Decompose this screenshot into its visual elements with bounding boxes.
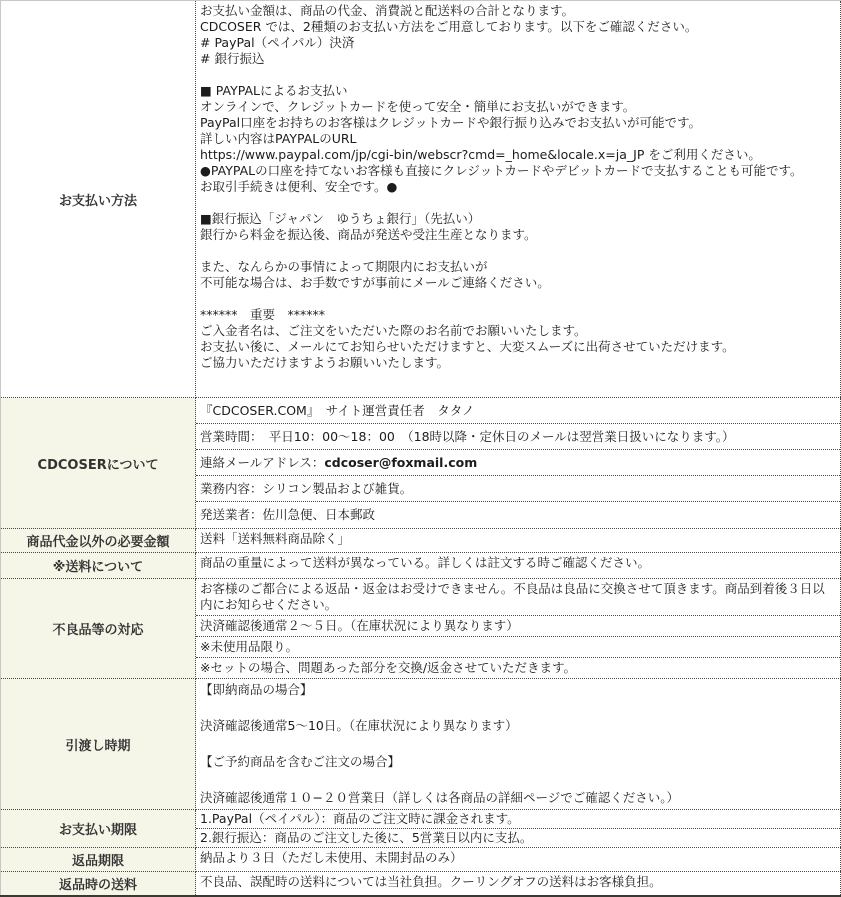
- text-line: オンラインで、クレジットカードを使って安全・簡単にお支払いができます。: [200, 99, 636, 114]
- text-line: PayPal口座をお持ちのお客様はクレジットカードや銀行振り込みでお支払いが可能です。: [200, 115, 701, 130]
- sub-row: [196, 658, 840, 678]
- row-header: CDCOSERについて: [1, 398, 196, 529]
- row-content: [196, 872, 841, 897]
- text-line: 詳しい内容はPAYPALのURL: [200, 131, 357, 146]
- sub-row-text: 決済確認後通常２〜５日。（在庫状況により異なります）: [200, 618, 519, 633]
- sub-row-text: 送料「送料無料商品除く」: [200, 531, 351, 546]
- text-line: 決済確認後通常5〜10日。（在庫状況により異なります）: [200, 718, 518, 733]
- shop-info-rows: [1, 1, 841, 897]
- row-header: 引渡し時期: [1, 679, 196, 810]
- sub-row: [196, 553, 840, 573]
- text-line: お取引手続きは便利、安全です。●: [200, 179, 398, 194]
- sub-row: [196, 529, 840, 549]
- row-content: [196, 1, 841, 398]
- text-line: お支払い金額は、商品の代金、消費説と配送料の合計となります。: [200, 3, 575, 18]
- sub-row: [196, 810, 840, 829]
- text-line: 決済確認後通常１０−２０営業日（詳しくは各商品の詳細ページでご確認ください。）: [200, 790, 679, 805]
- table-row: [1, 810, 841, 848]
- row-content: [196, 398, 841, 529]
- sub-row-text: 不良品、誤配時の送料については当社負担。クーリングオフの送料はお客様負担。: [200, 874, 662, 889]
- text-line: ****** 重要 ******: [200, 307, 326, 322]
- text-line: ●PAYPALの口座を持てないお客様も直接にクレジットカードやデビットカードで支払することも可能です。: [200, 163, 803, 178]
- blank-line: [200, 735, 836, 753]
- sub-row-text: 連絡メールアドレス：: [200, 455, 325, 470]
- sub-row: [196, 424, 840, 450]
- sub-row-text: 営業時間： 平日10：00〜18：00 （18時以降・定休日のメールは翌営業日扱いになります。）: [200, 429, 735, 444]
- text-line: 【即納商品の場合】: [200, 682, 313, 697]
- table-row: [1, 553, 841, 579]
- row-header: お支払い期限: [1, 810, 196, 848]
- text-line: ご入金者名は、ご注文をいただいた際のお名前でお願いいたします。: [200, 323, 587, 338]
- row-header: 返品期限: [1, 848, 196, 872]
- sub-row: [196, 398, 840, 424]
- row-content: [196, 810, 841, 848]
- sub-row-text: 1.PayPal（ペイパル）：商品のご注文時に課金されます。: [200, 811, 520, 826]
- blank-line: [200, 771, 836, 789]
- sub-row: [196, 637, 840, 658]
- sub-row: [196, 829, 840, 847]
- blank-line: [200, 67, 836, 83]
- table-row: [1, 398, 841, 529]
- table-row: [1, 872, 841, 897]
- sub-row: [196, 872, 840, 892]
- text-line: 不可能な場合は、お手数ですが事前にメールご連絡ください。: [200, 275, 550, 290]
- text-line: 【ご予約商品を含むご注文の場合】: [200, 754, 401, 769]
- row-content: [196, 579, 841, 679]
- sub-row: [196, 616, 840, 637]
- text-line: # PayPal（ペイパル）決済: [200, 35, 355, 50]
- sub-row: [196, 502, 840, 527]
- text-line: CDCOSER では、2種類のお支払い方法をご用意しております。以下をご確認ください。: [200, 19, 698, 34]
- blank-line: [200, 195, 836, 211]
- row-header: お支払い方法: [1, 1, 196, 398]
- contact-email: cdcoser@foxmail.com: [324, 455, 478, 470]
- table-row: [1, 679, 841, 810]
- blank-line: [200, 699, 836, 717]
- text-line: https://www.paypal.com/jp/cgi-bin/webscr?cmd=_home&locale.x=ja_JP をご利用ください。: [200, 147, 761, 162]
- sub-row-text: 発送業者：佐川急便、日本郵政: [200, 507, 376, 522]
- sub-row: [196, 450, 840, 476]
- text-line: 銀行から料金を振込後、商品が発送や受注生産となります。: [200, 227, 537, 242]
- text-block: [196, 1, 840, 373]
- text-line: お支払い後に、メールにてお知らせいただけますと、大変スムーズに出荷させていただけます。: [200, 339, 735, 354]
- sub-row: [196, 848, 840, 868]
- row-header: 不良品等の対応: [1, 579, 196, 679]
- sub-row: [196, 476, 840, 502]
- table-row: [1, 579, 841, 679]
- sub-row-text: 2.銀行振込：商品のご注文した後に、5営業日以内に支払。: [200, 830, 533, 845]
- sub-row: [196, 579, 840, 616]
- row-header: 返品時の送料: [1, 872, 196, 897]
- row-header: 商品代金以外の必要金額: [1, 529, 196, 553]
- row-content: [196, 529, 841, 553]
- row-content: [196, 553, 841, 579]
- sub-row-text: ※未使用品限り。: [200, 639, 298, 654]
- sub-row-text: ※セットの場合、問題あった部分を交換/返金させていただきます。: [200, 660, 577, 675]
- sub-row-text: 納品より３日（ただし未使用、未開封品のみ）: [200, 850, 463, 865]
- row-content: [196, 679, 841, 810]
- table-row: [1, 529, 841, 553]
- text-line: また、なんらかの事情によって期限内にお支払いが: [200, 259, 488, 274]
- sub-row-text: 商品の重量によって送料が異なっている。詳しくは註文する時ご確認ください。: [200, 555, 651, 570]
- text-line: ご協力いただけますようお願いいたします。: [200, 355, 450, 370]
- sub-row-text: 『CDCOSER.COM』 サイト運営責任者 タタノ: [200, 403, 475, 418]
- text-line: # 銀行振込: [200, 51, 265, 66]
- blank-line: [200, 243, 836, 259]
- table-row: [1, 1, 841, 398]
- sub-row-text: 業務内容：シリコン製品および雑貨。: [200, 481, 413, 496]
- text-block: [196, 679, 840, 809]
- text-line: ■ PAYPALによるお支払い: [200, 83, 348, 98]
- blank-line: [200, 291, 836, 307]
- row-header: ※送料について: [1, 553, 196, 579]
- text-line: ■銀行振込「ジャパン ゆうちょ銀行」（先払い）: [200, 211, 481, 226]
- sub-row-text: お客様のご都合による返品・返金はお受けできません。不良品は良品に交換させて頂きます。商品到着後３日以内にお知らせください。: [200, 581, 825, 612]
